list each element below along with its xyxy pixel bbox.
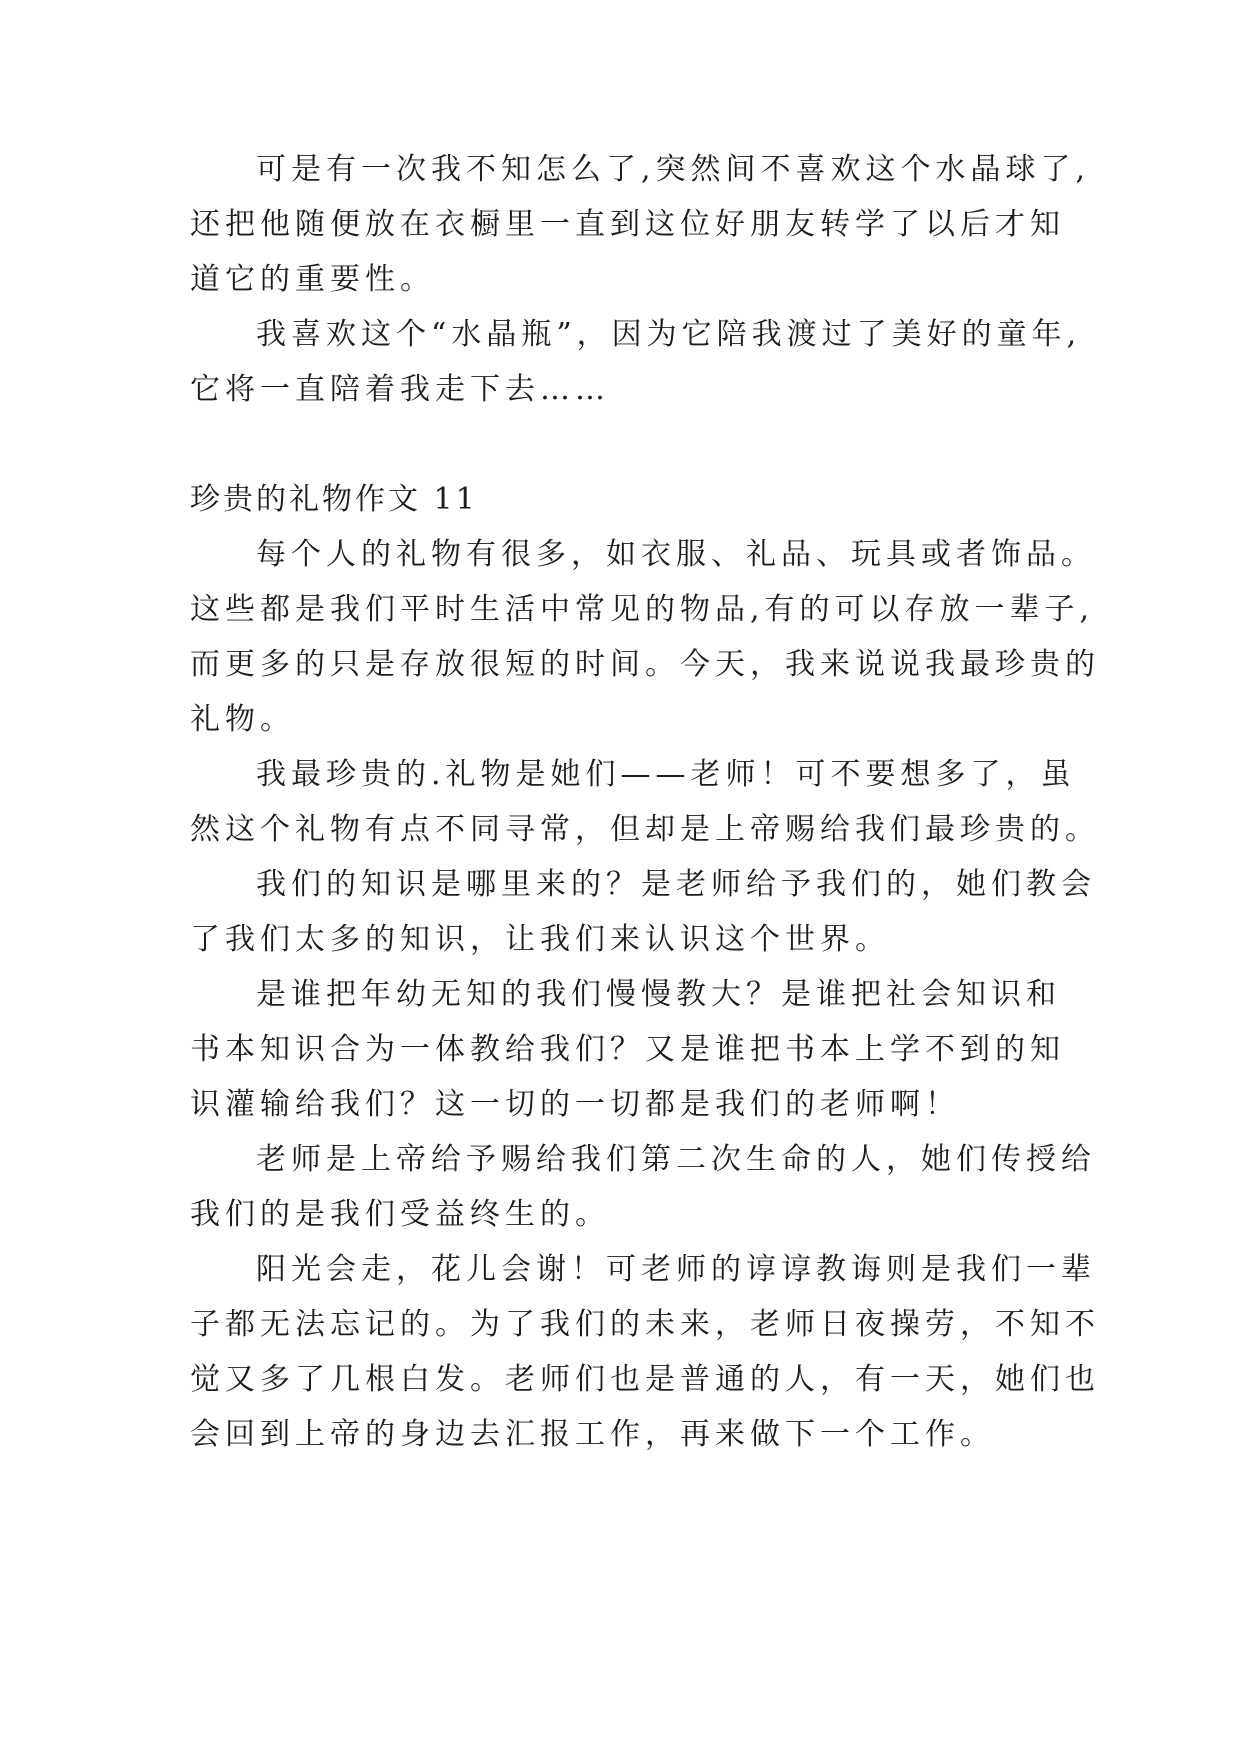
section-heading: 珍贵的礼物作文 11 bbox=[190, 482, 478, 517]
paragraph-line: 每个人的礼物有很多，如衣服、礼品、玩具或者饰品。 bbox=[256, 537, 1096, 572]
paragraph-line: 我喜欢这个“水晶瓶”，因为它陪我渡过了美好的童年, bbox=[256, 317, 1082, 352]
paragraph-line: 我们的是我们受益终生的。 bbox=[190, 1197, 610, 1232]
paragraph-line: 还把他随便放在衣橱里一直到这位好朋友转学了以后才知 bbox=[190, 207, 1065, 242]
paragraph-line: 而更多的只是存放很短的时间。今天，我来说说我最珍贵的 bbox=[190, 647, 1100, 682]
paragraph-line: 是谁把年幼无知的我们慢慢教大？是谁把社会知识和 bbox=[256, 977, 1061, 1012]
paragraph-line: 识灌输给我们？这一切的一切都是我们的老师啊！ bbox=[190, 1087, 960, 1122]
paragraph-line: 老师是上帝给予赐给我们第二次生命的人，她们传授给 bbox=[256, 1142, 1096, 1177]
paragraph-line: 书本知识合为一体教给我们？又是谁把书本上学不到的知 bbox=[190, 1032, 1065, 1067]
paragraph-line: 子都无法忘记的。为了我们的未来，老师日夜操劳，不知不 bbox=[190, 1307, 1100, 1342]
paragraph-line: 然这个礼物有点不同寻常，但却是上帝赐给我们最珍贵的。 bbox=[190, 812, 1100, 847]
paragraph-line: 可是有一次我不知怎么了,突然间不喜欢这个水晶球了, bbox=[256, 152, 1091, 187]
paragraph-line: 这些都是我们平时生活中常见的物品,有的可以存放一辈子, bbox=[190, 592, 1095, 627]
paragraph-line: 礼物。 bbox=[190, 702, 295, 737]
paragraph-line: 道它的重要性。 bbox=[190, 262, 435, 297]
paragraph-line: 觉又多了几根白发。老师们也是普通的人，有一天，她们也 bbox=[190, 1362, 1100, 1397]
paragraph-line: 会回到上帝的身边去汇报工作，再来做下一个工作。 bbox=[190, 1417, 995, 1452]
paragraph-line: 我们的知识是哪里来的？是老师给予我们的，她们教会 bbox=[256, 867, 1096, 902]
paragraph-line: 阳光会走，花儿会谢！可老师的谆谆教诲则是我们一辈 bbox=[256, 1252, 1096, 1287]
paragraph-line: 我最珍贵的.礼物是她们——老师！可不要想多了，虽 bbox=[256, 757, 1076, 792]
paragraph-line: 了我们太多的知识，让我们来认识这个世界。 bbox=[190, 922, 890, 957]
paragraph-line: 它将一直陪着我走下去…… bbox=[190, 372, 610, 407]
